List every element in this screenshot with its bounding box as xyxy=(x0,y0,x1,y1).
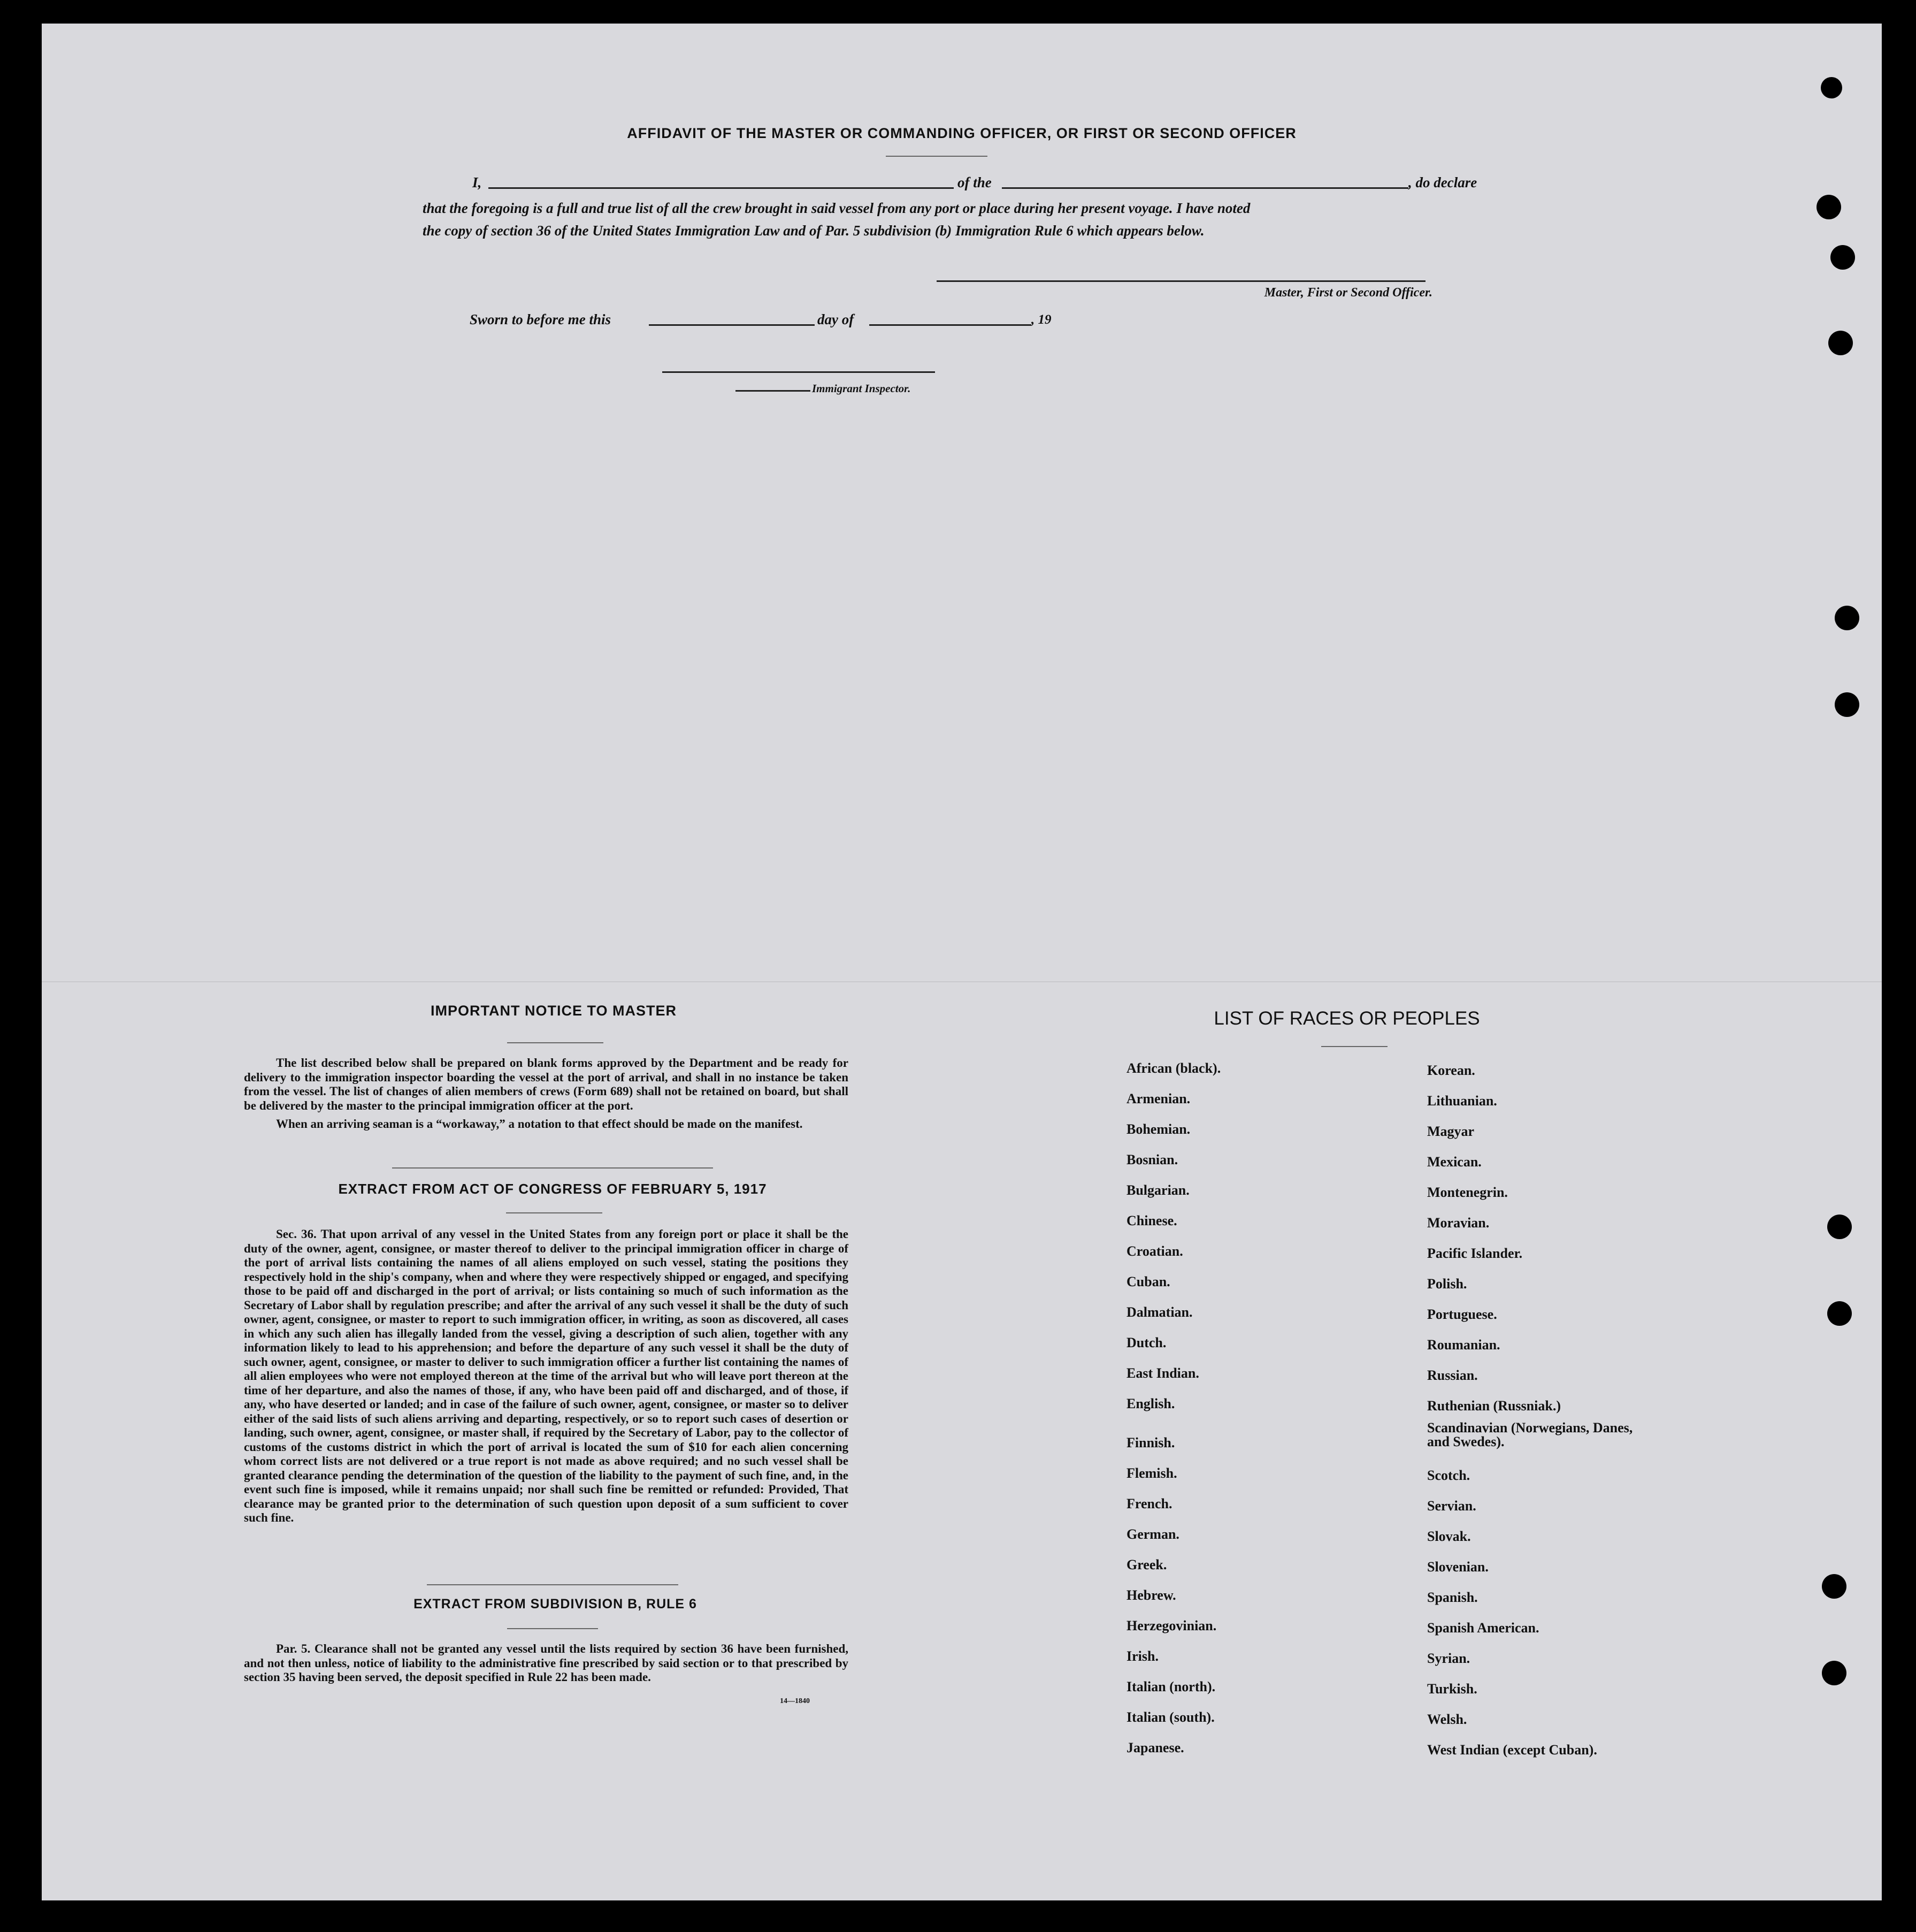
sworn-label: Sworn to before me this xyxy=(470,311,611,327)
extract-act-divider xyxy=(506,1212,602,1213)
notice-title: IMPORTANT NOTICE TO MASTER xyxy=(431,1003,677,1019)
race-item: Scotch. xyxy=(1427,1468,1470,1483)
race-item: East Indian. xyxy=(1126,1365,1199,1381)
punch-hole xyxy=(1827,1215,1852,1239)
race-item: Syrian. xyxy=(1427,1651,1470,1666)
race-item: Korean. xyxy=(1427,1063,1475,1078)
fold-line xyxy=(42,981,1882,982)
race-item: Chinese. xyxy=(1126,1213,1177,1228)
notice-section-rule xyxy=(392,1167,713,1169)
race-item: Servian. xyxy=(1427,1498,1476,1514)
race-item: French. xyxy=(1126,1496,1172,1511)
race-item: Mexican. xyxy=(1427,1154,1482,1170)
title-divider xyxy=(886,156,987,157)
race-item: Russian. xyxy=(1427,1368,1478,1383)
extract-rule-title: EXTRACT FROM SUBDIVISION B, RULE 6 xyxy=(413,1597,697,1612)
race-item: Slovak. xyxy=(1427,1529,1471,1544)
punch-hole xyxy=(1835,606,1859,630)
extract-act-text: Sec. 36. That upon arrival of any vessel in the United States from any foreign port or place it shall be the duty of the owner, agent, consignee, or master thereof to deliver to the principal immigration officer in charge of the port of arrival lists containing the names of all aliens employed on such vessel, stating the positions they respectively hold in the ship's company, when and where they were respectively shipped or engaged, and specifying those to be paid off and discharged in the port of arrival; or lists containing so much of such information as the Secretary of Labor shall by regulation prescribe; and after the arrival of any such vessel it shall be the duty of such owner, agent, consignee, or master to report to such immigration officer, in writing, as soon as discovered, all cases in which any such alien has illegally landed from the vessel, giving a description of such alien, together with any information likely to lead to his apprehension; and before the departure of any such vessel it shall be the duty of such owner, agent, consignee, or master to deliver to such immigration officer a further list containing the names of all alien employees who were not employed thereon at the time of the arrival but who will leave port thereon at the time of her departure, and also the names of those, if any, who have been paid off and discharged, and of those, if any, who have deserted or landed; and in case of the failure of such owner, agent, consignee, or master so to deliver either of the said lists of such aliens arriving and departing, respectively, or so to report such cases of desertion or landing, such owner, agent, consignee, or master shall, if required by the Secretary of Labor, pay to the collector of customs of the customs district in which the port of arrival is located the sum of $10 for each alien concerning whom correct lists are not delivered or a true report is not made as above required; and no such vessel shall be granted clearance pending the determination of the question of the liability to the payment of such fine, and, in the event such fine is imposed, while it remains unpaid; nor shall such fine be remitted or refunded: Provided, That clearance may be granted prior to the determination of such question upon deposit of a sum sufficient to cover such fine. xyxy=(244,1227,848,1524)
races-divider xyxy=(1321,1046,1388,1047)
affiant-label: I, xyxy=(472,174,482,190)
race-item: Montenegrin. xyxy=(1427,1185,1508,1200)
master-caption: Master, First or Second Officer. xyxy=(1264,286,1432,300)
form-number: 14—1840 xyxy=(780,1697,810,1705)
document-page xyxy=(42,24,1882,1900)
punch-hole xyxy=(1827,1301,1852,1326)
race-item: Spanish. xyxy=(1427,1590,1478,1605)
race-item: Hebrew. xyxy=(1126,1587,1176,1603)
do-declare-label: , do declare xyxy=(1408,174,1477,190)
sworn-month-field[interactable] xyxy=(869,324,1031,326)
race-item: Slovenian. xyxy=(1427,1559,1489,1575)
race-item: Roumanian. xyxy=(1427,1337,1500,1353)
notice-body xyxy=(244,1056,848,1132)
punch-hole xyxy=(1822,1661,1846,1685)
race-item: Bosnian. xyxy=(1126,1152,1178,1167)
affiant-name-field[interactable] xyxy=(488,187,954,189)
race-item: Italian (north). xyxy=(1126,1679,1216,1694)
race-item: Greek. xyxy=(1126,1557,1167,1572)
punch-hole xyxy=(1828,331,1853,355)
race-item: Japanese. xyxy=(1126,1740,1184,1755)
punch-hole xyxy=(1822,1574,1846,1599)
extract-act-end-rule xyxy=(427,1584,678,1585)
punch-hole xyxy=(1830,245,1855,270)
race-item: German. xyxy=(1126,1526,1179,1542)
race-item: Pacific Islander. xyxy=(1427,1246,1523,1261)
race-item: Moravian. xyxy=(1427,1215,1490,1231)
vessel-name-field[interactable] xyxy=(1002,187,1408,189)
punch-hole xyxy=(1821,77,1842,98)
race-item: Bohemian. xyxy=(1126,1121,1191,1137)
race-item: Portuguese. xyxy=(1427,1307,1497,1322)
race-item: West Indian (except Cuban). xyxy=(1427,1742,1597,1758)
race-item: Spanish American. xyxy=(1427,1620,1539,1636)
extract-rule-divider xyxy=(507,1628,598,1629)
race-item: Welsh. xyxy=(1427,1712,1467,1727)
race-item: Polish. xyxy=(1427,1276,1467,1292)
extract-rule-body xyxy=(244,1642,848,1685)
race-item: Armenian. xyxy=(1126,1091,1191,1106)
race-item: Turkish. xyxy=(1427,1681,1477,1697)
race-item: English. xyxy=(1126,1396,1175,1411)
race-item: Italian (south). xyxy=(1126,1709,1215,1725)
race-item: Finnish. xyxy=(1126,1435,1175,1450)
race-item: Dalmatian. xyxy=(1126,1304,1193,1320)
notice-divider xyxy=(507,1042,603,1043)
race-item: Dutch. xyxy=(1126,1335,1167,1350)
notice-paragraph-2: When an arriving seaman is a “workaway,” a notation to that effect should be made on the manifest. xyxy=(276,1117,803,1131)
race-item: Bulgarian. xyxy=(1126,1182,1190,1198)
extract-rule-text: Par. 5. Clearance shall not be granted any vessel until the lists required by section 36 have been furnished, and not then unless, notice of liability to the administrative fine prescribed by said section or to that prescribed by section 35 having been served, the deposit specified in Rule 22 has been made. xyxy=(244,1642,848,1684)
races-title: LIST OF RACES OR PEOPLES xyxy=(1214,1008,1480,1029)
race-item: Ruthenian (Russniak.) xyxy=(1427,1398,1561,1414)
race-item: Flemish. xyxy=(1126,1465,1177,1481)
affidavit-title: AFFIDAVIT OF THE MASTER OR COMMANDING OFFICER, OR FIRST OR SECOND OFFICER xyxy=(627,125,1297,141)
punch-hole xyxy=(1835,692,1859,717)
race-item: Cuban. xyxy=(1126,1274,1170,1289)
race-item: Lithuanian. xyxy=(1427,1093,1497,1109)
sworn-day-field[interactable] xyxy=(649,324,815,326)
extract-act-title: EXTRACT FROM ACT OF CONGRESS OF FEBRUARY 5, 1917 xyxy=(338,1181,767,1197)
day-of-label: day of xyxy=(817,311,854,327)
inspector-signature-field[interactable] xyxy=(662,371,935,373)
race-item: Magyar xyxy=(1427,1124,1475,1139)
race-item: Irish. xyxy=(1126,1648,1159,1664)
declaration-line-2: the copy of section 36 of the United States Immigration Law and of Par. 5 subdivision (b) Immigration Rule 6 which appears below. xyxy=(423,223,1205,239)
of-the-label: of the xyxy=(957,174,992,190)
inspector-caption: Immigrant Inspector. xyxy=(812,382,911,395)
race-item: Scandinavian (Norwegians, Danes, and Swedes). xyxy=(1427,1420,1633,1449)
notice-paragraph-1: The list described below shall be prepared on blank forms approved by the Department and be ready for delivery to the immigration inspector boarding the vessel at the port of arrival, and shall in no instance be taken from the vessel. The list of changes of alien members of crews (Form 689) shall not be retained on board, but shall be delivered by the master to the principal immigration officer at the port. xyxy=(244,1056,848,1112)
inspector-short-rule xyxy=(735,390,810,392)
year-label: , 19 xyxy=(1031,312,1052,327)
race-item: Croatian. xyxy=(1126,1243,1183,1259)
declaration-line-1: that the foregoing is a full and true list of all the crew brought in said vessel from any port or place during her present voyage. I have noted xyxy=(423,200,1251,216)
master-signature-field[interactable] xyxy=(937,280,1425,282)
punch-hole xyxy=(1817,195,1841,219)
race-item: Herzegovinian. xyxy=(1126,1618,1217,1633)
extract-act-body xyxy=(244,1227,848,1525)
race-item: African (black). xyxy=(1126,1060,1221,1076)
